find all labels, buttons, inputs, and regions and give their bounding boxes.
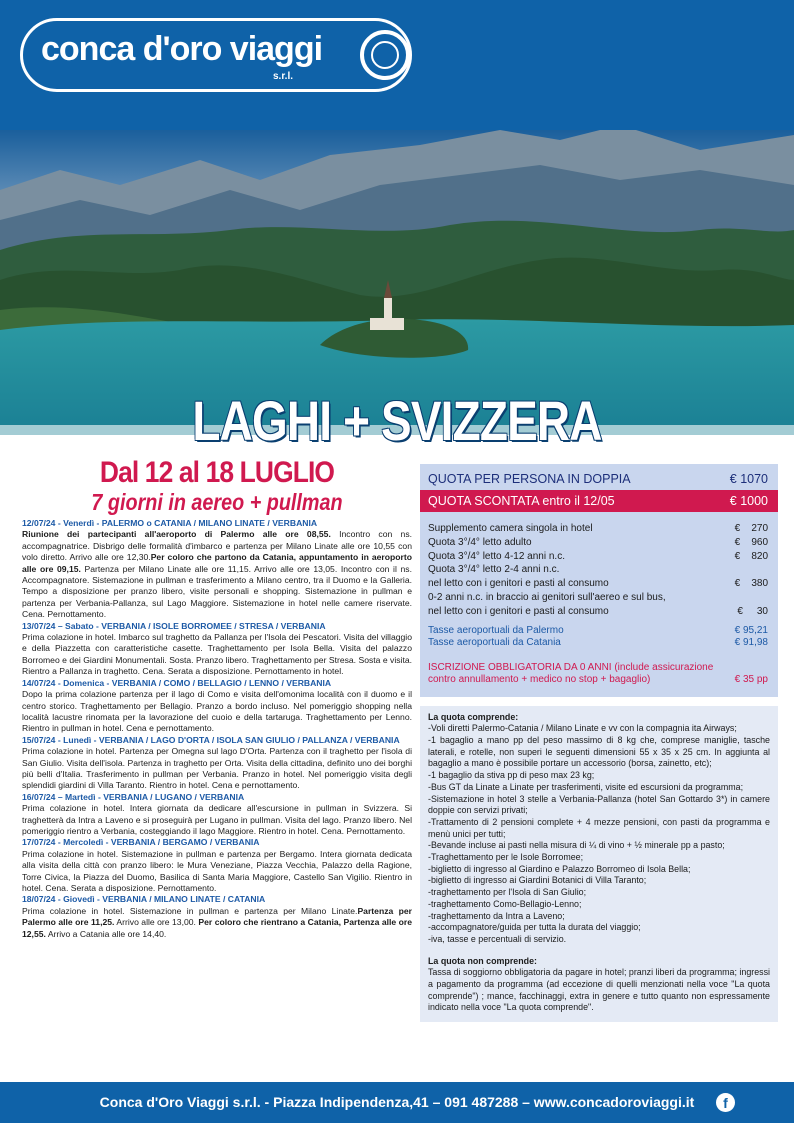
itinerary-day-heading: 15/07/24 - Lunedì - VERBANIA / LAGO D'ORTA / ISOLA SAN GIULIO / PALLANZA / VERBANIA	[22, 734, 400, 745]
header-band	[0, 0, 794, 135]
itinerary-plain-text: Partenza per Milano Linate alle ore 11,15. Arrivo alle ore 13,05. Incontro con il ns. Accompagnatore. Sistemazione in pullman e trasferimento a Milano centro, tra il Duomo e la Galleria. Tempo a disposizione per pranzo libero, visite personali e shopping. Sistemazione in pullman e partenza per Verbania-Pallanza, sul Lago Maggiore. Sistemazione in hotel nelle camere riservate. Cena. Pernottamento.	[22, 563, 412, 620]
supplement-value: € 820	[734, 550, 768, 562]
price-main-value: € 1070	[729, 472, 768, 486]
supplement-row	[428, 563, 768, 577]
tax-label: Tasse aeroportuali da Catania	[428, 637, 561, 649]
left-column	[22, 456, 412, 940]
includes-item: -traghettamento Como-Bellagio-Lenno;	[428, 898, 582, 909]
company-logo	[20, 18, 412, 92]
insurance-line-1: ISCRIZIONE OBBLIGATORIA DA 0 ANNI (include assicurazione	[428, 661, 714, 673]
tax-label: Tasse aeroportuali da Palermo	[428, 624, 564, 636]
includes-list	[428, 723, 770, 945]
seal-inner-ring	[371, 41, 399, 69]
itinerary-day-text	[22, 529, 412, 620]
footer-contact: Conca d'Oro Viaggi s.r.l. - Piazza Indipendenza,41 – 091 487288 – www.concadoroviaggi.it	[99, 1094, 695, 1110]
itinerary-plain-text: Arrivo alle ore 13,00.	[114, 917, 199, 928]
price-discount-value: € 1000	[729, 494, 768, 508]
supplement-value: € 270	[734, 523, 768, 534]
includes-item: -biglietto di ingresso ai Giardini Botanici di Villa Taranto;	[428, 875, 647, 886]
itinerary-day-heading: 13/07/24 – Sabato - VERBANIA / ISOLE BORROMEE / STRESA / VERBANIA	[22, 620, 326, 631]
trip-subtitle: 7 giorni in aereo + pullman	[91, 489, 343, 515]
itinerary	[22, 518, 412, 940]
itinerary-plain-text: Dopo la prima colazione partenza per il lago di Como e visita dell'omonima località con il duomo e il centro storico. Traghettamento per Bellagio. Pranzo a bordo incluso. Nel pomeriggio shopping nella località lacustre rinomata per la lavorazione del cuoio e della tartaruga. Traghettamento per Lenno. Rientro in pullman in hotel. Cena e pernottamento.	[22, 689, 412, 734]
itinerary-plain-text: Arrivo a Catania alle ore 14,40.	[45, 928, 167, 939]
supplement-label: Supplemento camera singola in hotel	[428, 523, 593, 534]
includes-item: -biglietto di ingresso al Giardino e Palazzo Borromeo di Isola Bella;	[428, 863, 691, 874]
supplement-row	[428, 522, 768, 536]
itinerary-day-heading: 16/07/24 – Martedì - VERBANIA / LUGANO / VERBANIA	[22, 791, 245, 802]
itinerary-day-text	[22, 849, 412, 895]
logo-suffix: s.r.l.	[273, 71, 294, 82]
includes-item: -Sistemazione in hotel 3 stelle a Verbania-Pallanza (hotel San Gottardo 3*) in camere doppie con servizi privati;	[428, 793, 770, 816]
includes-item: -iva, tasse e percentuali di servizio.	[428, 933, 567, 944]
itinerary-day-heading: 12/07/24 - Venerdì - PALERMO o CATANIA / MILANO LINATE / VERBANIA	[22, 518, 318, 528]
itinerary-day-heading: 18/07/24 - Giovedì - VERBANIA / MILANO LINATE / CATANIA	[22, 894, 266, 905]
itinerary-bold-text: Per coloro che rientrano a Catania, Partenza alle ore 12,55.	[22, 917, 412, 939]
inclusions-box	[420, 706, 778, 1023]
includes-item: -Bus GT da Linate a Linate per trasferimenti, visite ed escursioni da programma;	[428, 781, 744, 792]
supplements-list	[428, 512, 768, 619]
supplement-label: Quota 3°/4° letto 4-12 anni n.c.	[428, 550, 565, 562]
tax-value: € 91,98	[734, 637, 768, 649]
includes-item: -traghettamento da Intra a Laveno;	[428, 910, 565, 921]
supplement-label: 0-2 anni n.c. in braccio ai genitori sull'aereo e sul bus,	[428, 591, 666, 603]
includes-item: -Trattamento di 2 pensioni complete + 4 mezze pensioni, con pasti da programma e menù unici per tutti;	[428, 816, 770, 839]
includes-item: -Bevande incluse ai pasti nella misura di ¼ di vino + ½ minerale pp a pasto;	[428, 840, 725, 851]
price-discount-row	[420, 490, 778, 512]
itinerary-day-heading: 14/07/24 - Domenica - VERBANIA / COMO / BELLAGIO / LENNO / VERBANIA	[22, 677, 332, 688]
itinerary-plain-text: Prima colazione in hotel. Sistemazione in pullman e partenza per Bergamo. Intera giornata dedicata alla visita della città con pranzo libero: le Mura Veneziane, Piazza Vecchia, Palazzo della Ragione, Torre Civica, la Piazza del Duomo, Basilica di Santa Maria Maggiore, Castello San Vigilio. Rientro in hotel. Cena. Serata a disposizione. Pernottamento.	[22, 848, 412, 893]
supplement-value: € 380	[734, 578, 768, 590]
itinerary-day-text	[22, 803, 412, 837]
price-main-row	[428, 468, 768, 490]
supplement-label: nel letto con i genitori e pasti al consumo	[428, 578, 609, 590]
right-column	[420, 464, 778, 1022]
includes-item: -Traghettamento per le Isole Borromee;	[428, 852, 584, 863]
itinerary-bold-text: Per coloro che partono da Catania, appuntamento in aeroporto alle ore 09,15.	[22, 552, 412, 574]
supplement-row	[428, 605, 768, 619]
insurance-row	[428, 650, 768, 687]
itinerary-plain-text: Prima colazione in hotel. Partenza per Omegna sul lago D'Orta. Partenza con il traghetto per l'isola di San Giulio. Visita dell'isola. Partenza in traghetto per Orta. Visita della cittadina, definito uno dei borghi più belli d'Italia. Trasferimento in pullman per Verbania. Pranzo in hotel. Nel pomeriggio visita degli splendidi giardini di Villa Taranto. Rientro in hotel. Cena e pernottamento.	[22, 746, 412, 791]
tax-row	[428, 637, 768, 650]
supplement-label: Quota 3°/4° letto 2-4 anni n.c.	[428, 564, 560, 576]
facebook-icon[interactable]: f	[716, 1093, 735, 1112]
includes-item: -1 bagaglio a mano pp del peso massimo di 8 kg che, comprese maniglie, tasche laterali, e rotelle, non superi le seguenti dimensioni 55 x 35 x 25 cm. In aggiunta al bagaglio a mano è possibile portare un accessorio (borsa, zainetto, etc);	[428, 734, 770, 769]
itinerary-plain-text: Prima colazione in hotel. Sistemazione in pullman e partenza per Milano Linate.	[22, 905, 358, 916]
supplement-row	[428, 550, 768, 564]
price-discount-label: QUOTA SCONTATA entro il 12/05	[428, 494, 615, 508]
includes-item: -traghettamento per l'Isola di San Giulio;	[428, 887, 587, 898]
travel-dates: Dal 12 al 18 LUGLIO	[99, 456, 335, 489]
supplement-value: € 960	[734, 536, 768, 548]
airport-taxes	[428, 619, 768, 650]
itinerary-day-heading: 17/07/24 - Mercoledì - VERBANIA / BERGAMO / VERBANIA	[22, 837, 260, 848]
tax-row	[428, 625, 768, 638]
itinerary-bold-text: Partenza per Palermo alle ore 11,25.	[22, 905, 412, 928]
supplement-row	[428, 591, 768, 605]
includes-item: -Voli diretti Palermo-Catania / Milano Linate e vv con la compagnia ita Airways;	[428, 723, 737, 734]
itinerary-day-text	[22, 906, 412, 940]
excludes-text: Tassa di soggiorno obbligatoria da pagare in hotel; pranzi liberi da programma; ingressi a pagamento da programma (ad eccezione di quelli menzionati nella voce "La quota comprende") ; mance, facchinaggi, extra in genere e tutto quanto non espressamente indicato nella voce "La quota comprende".	[428, 967, 770, 1013]
price-main-label: QUOTA PER PERSONA IN DOPPIA	[428, 472, 631, 486]
logo-text: conca d'oro viaggi	[41, 30, 323, 68]
logo-seal-icon	[360, 30, 410, 80]
supplement-label: Quota 3°/4° letto adulto	[428, 536, 532, 548]
trip-title: LAGHI + SVIZZERA	[192, 389, 602, 452]
includes-title: La quota comprende:	[428, 711, 519, 722]
itinerary-plain-text: Prima colazione in hotel. Imbarco sul traghetto da Pallanza per l'Isola dei Pescatori. Visita del villaggio e della Piazzetta con caratteristiche casette. Traghettamento per Isola Bella. Visita del palazzo Borromeo e dei Giardini Monumentali. Sosta. Pranzo libero. Traghettamento per Stresa. Sosta e visita. Rientro a Pallanza in traghetto. Cena. Serata a disposizione. Pernottamento in hotel.	[22, 632, 412, 677]
includes-item: -accompagnatore/guida per tutta la durata del viaggio;	[428, 922, 641, 933]
supplement-row	[428, 536, 768, 550]
itinerary-day-text	[22, 689, 412, 735]
tax-value: € 95,21	[734, 624, 768, 636]
includes-item: -1 bagaglio da stiva pp di peso max 23 kg;	[428, 770, 595, 781]
itinerary-plain-text: Incontro con ns. accompagnatrice. Disbrigo delle formalità d'imbarco e partenza per Milano Linate alle ore 10,55 con volo diretto. Arrivo alle ore 12,30.	[22, 529, 412, 563]
supplement-label: nel letto con i genitori e pasti al consumo	[428, 605, 609, 617]
supplement-value: € 30	[737, 605, 768, 617]
price-box	[420, 464, 778, 697]
insurance-line-2: contro annullamento + medico no stop + bagaglio)	[428, 674, 651, 686]
itinerary-bold-text: Riunione dei partecipanti all'aeroporto di Palermo alle ore 08,55.	[22, 529, 331, 540]
itinerary-day-text	[22, 632, 412, 678]
supplement-row	[428, 577, 768, 591]
itinerary-day-text	[22, 746, 412, 792]
insurance-value: € 35 pp	[734, 674, 768, 686]
itinerary-plain-text: Prima colazione in hotel. Intera giornata da dedicare all'escursione in pullman in Svizzera. Si traghetterà da Intra a Laveno e si proseguirà per Lugano in pullman. Visita del lago. Pranzo libero. Nel pomeriggio rientro a Verbania, costeggiando il lago Maggiore. Rientro in hotel. Cena. Pernottamento.	[22, 803, 412, 836]
footer-band	[0, 1082, 794, 1123]
excludes-title: La quota non comprende:	[428, 955, 537, 966]
